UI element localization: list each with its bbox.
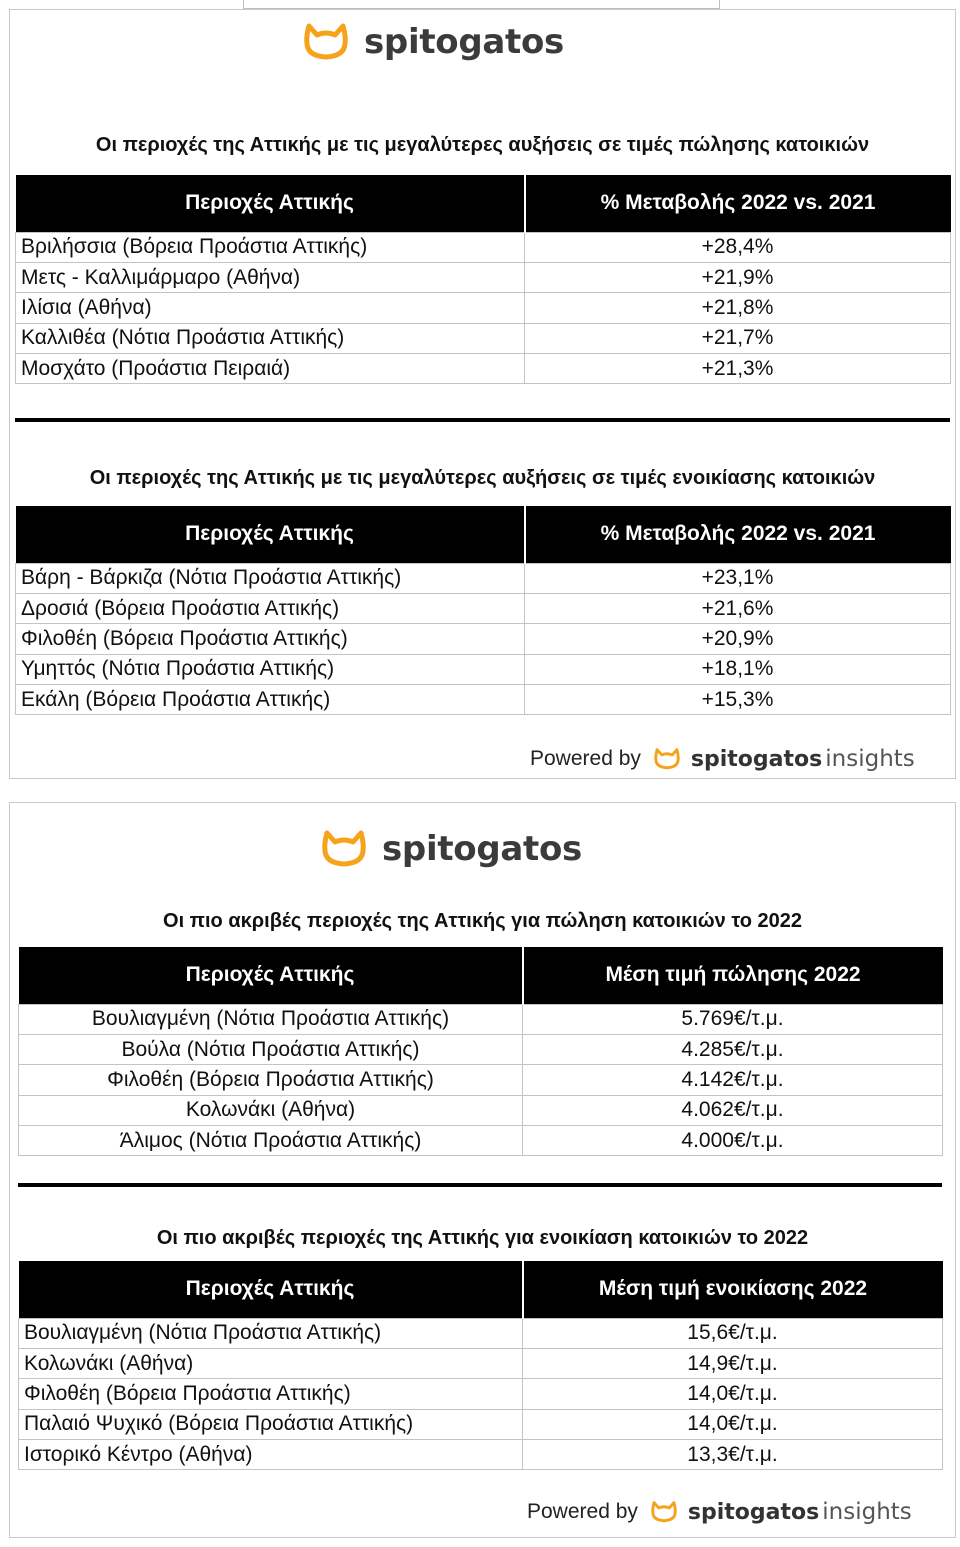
region-cell: Φιλοθέη (Βόρεια Προάστια Αττικής) [19, 1065, 523, 1095]
table-header-row [19, 1261, 943, 1318]
column-header-change: % Μεταβολής 2022 vs. 2021 [525, 175, 951, 232]
rent-expensive-table [18, 1261, 943, 1470]
section-divider [15, 418, 950, 422]
value-cell: 5.769€/τ.μ. [523, 1004, 943, 1034]
region-cell: Βριλήσσια (Βόρεια Προάστια Αττικής) [16, 232, 525, 262]
powered-by-label: Powered by [530, 747, 641, 770]
value-cell: 15,6€/τ.μ. [523, 1318, 943, 1348]
value-cell: +15,3% [525, 685, 951, 715]
table-row [19, 1409, 943, 1439]
region-cell: Δροσιά (Βόρεια Προάστια Αττικής) [16, 593, 525, 623]
sales-expensive-table [18, 947, 943, 1156]
value-cell: +21,7% [525, 323, 951, 353]
value-cell: +23,1% [525, 563, 951, 593]
column-header-region: Περιοχές Αττικής [19, 947, 523, 1004]
region-cell: Ιλίσια (Αθήνα) [16, 293, 525, 323]
column-header-price: Μέση τιμή πώλησης 2022 [523, 947, 943, 1004]
value-cell: +21,6% [525, 593, 951, 623]
table-row [19, 1318, 943, 1348]
region-cell: Φιλοθέη (Βόρεια Προάστια Αττικής) [19, 1379, 523, 1409]
powered-by-label: Powered by [527, 1500, 638, 1523]
region-cell: Μοσχάτο (Προάστια Πειραιά) [16, 354, 525, 384]
table-header-row [16, 175, 951, 232]
value-cell: 14,0€/τ.μ. [523, 1379, 943, 1409]
region-cell: Βουλιαγμένη (Νότια Προάστια Αττικής) [19, 1318, 523, 1348]
table-row [19, 1126, 943, 1156]
table-row [19, 1440, 943, 1470]
region-cell: Άλιμος (Νότια Προάστια Αττικής) [19, 1126, 523, 1156]
value-cell: +28,4% [525, 232, 951, 262]
table-row [16, 685, 951, 715]
region-cell: Παλαιό Ψυχικό (Βόρεια Προάστια Αττικής) [19, 1409, 523, 1439]
value-cell: 4.142€/τ.μ. [523, 1065, 943, 1095]
region-cell: Ιστορικό Κέντρο (Αθήνα) [19, 1440, 523, 1470]
insights-brand: spitogatos [690, 746, 823, 772]
cat-logo-icon [320, 829, 368, 869]
value-cell: +21,3% [525, 354, 951, 384]
table-row [19, 1348, 943, 1378]
table-header-row [16, 506, 951, 563]
powered-by-footer [527, 1499, 912, 1525]
region-cell: Φιλοθέη (Βόρεια Προάστια Αττικής) [16, 624, 525, 654]
previous-panel-edge [243, 0, 720, 9]
table-row [19, 1379, 943, 1409]
region-cell: Υμηττός (Νότια Προάστια Αττικής) [16, 654, 525, 684]
table-row [19, 1034, 943, 1064]
sales-expensive-title: Οι πιο ακριβές περιοχές της Αττικής για πώληση κατοικιών το 2022 [163, 910, 802, 932]
column-header-price: Μέση τιμή ενοικίασης 2022 [523, 1261, 943, 1318]
value-cell: +21,8% [525, 293, 951, 323]
value-cell: 14,0€/τ.μ. [523, 1409, 943, 1439]
value-cell: 4.285€/τ.μ. [523, 1034, 943, 1064]
cat-logo-icon [653, 747, 681, 771]
insights-word: insights [825, 746, 915, 772]
table-row [16, 232, 951, 262]
region-cell: Κολωνάκι (Αθήνα) [19, 1095, 523, 1125]
region-cell: Εκάλη (Βόρεια Προάστια Αττικής) [16, 685, 525, 715]
table-row [16, 293, 951, 323]
region-cell: Κολωνάκι (Αθήνα) [19, 1348, 523, 1378]
spitogatos-logo [320, 829, 582, 869]
insights-word: insights [822, 1499, 912, 1525]
value-cell: +21,9% [525, 262, 951, 292]
value-cell: 4.000€/τ.μ. [523, 1126, 943, 1156]
section-divider [18, 1183, 942, 1187]
region-cell: Βάρη - Βάρκιζα (Νότια Προάστια Αττικής) [16, 563, 525, 593]
value-cell: 14,9€/τ.μ. [523, 1348, 943, 1378]
region-cell: Μετς - Καλλιμάρμαρο (Αθήνα) [16, 262, 525, 292]
powered-by-footer [530, 746, 915, 772]
cat-logo-icon [302, 22, 350, 62]
rent-growth-title: Οι περιοχές της Αττικής με τις μεγαλύτερες αυξήσεις σε τιμές ενοικίασης κατοικιών [89, 467, 876, 489]
table-header-row [19, 947, 943, 1004]
region-cell: Βούλα (Νότια Προάστια Αττικής) [19, 1034, 523, 1064]
table-row [16, 262, 951, 292]
region-cell: Καλλιθέα (Νότια Προάστια Αττικής) [16, 323, 525, 353]
column-header-region: Περιοχές Αττικής [16, 506, 525, 563]
cat-logo-icon [650, 1500, 678, 1524]
column-header-region: Περιοχές Αττικής [19, 1261, 523, 1318]
table-row [19, 1095, 943, 1125]
table-row [19, 1065, 943, 1095]
spitogatos-logo [302, 22, 564, 62]
value-cell: 13,3€/τ.μ. [523, 1440, 943, 1470]
value-cell: +20,9% [525, 624, 951, 654]
column-header-region: Περιοχές Αττικής [16, 175, 525, 232]
value-cell: 4.062€/τ.μ. [523, 1095, 943, 1125]
table-row [19, 1004, 943, 1034]
logo-text: spitogatos [364, 22, 564, 62]
infographic-panel-growth [9, 9, 956, 779]
region-cell: Βουλιαγμένη (Νότια Προάστια Αττικής) [19, 1004, 523, 1034]
logo-text: spitogatos [382, 829, 582, 869]
table-row [16, 354, 951, 384]
rent-expensive-title: Οι πιο ακριβές περιοχές της Αττικής για ενοικίαση κατοικιών το 2022 [156, 1227, 809, 1249]
table-row [16, 593, 951, 623]
table-row [16, 654, 951, 684]
sales-growth-table [15, 175, 951, 384]
table-row [16, 563, 951, 593]
sales-growth-title: Οι περιοχές της Αττικής με τις μεγαλύτερες αυξήσεις σε τιμές πώλησης κατοικιών [95, 134, 870, 156]
infographic-panel-expensive [9, 802, 956, 1538]
insights-brand: spitogatos [687, 1499, 820, 1525]
value-cell: +18,1% [525, 654, 951, 684]
table-row [16, 323, 951, 353]
rent-growth-table [15, 506, 951, 715]
table-row [16, 624, 951, 654]
column-header-change: % Μεταβολής 2022 vs. 2021 [525, 506, 951, 563]
